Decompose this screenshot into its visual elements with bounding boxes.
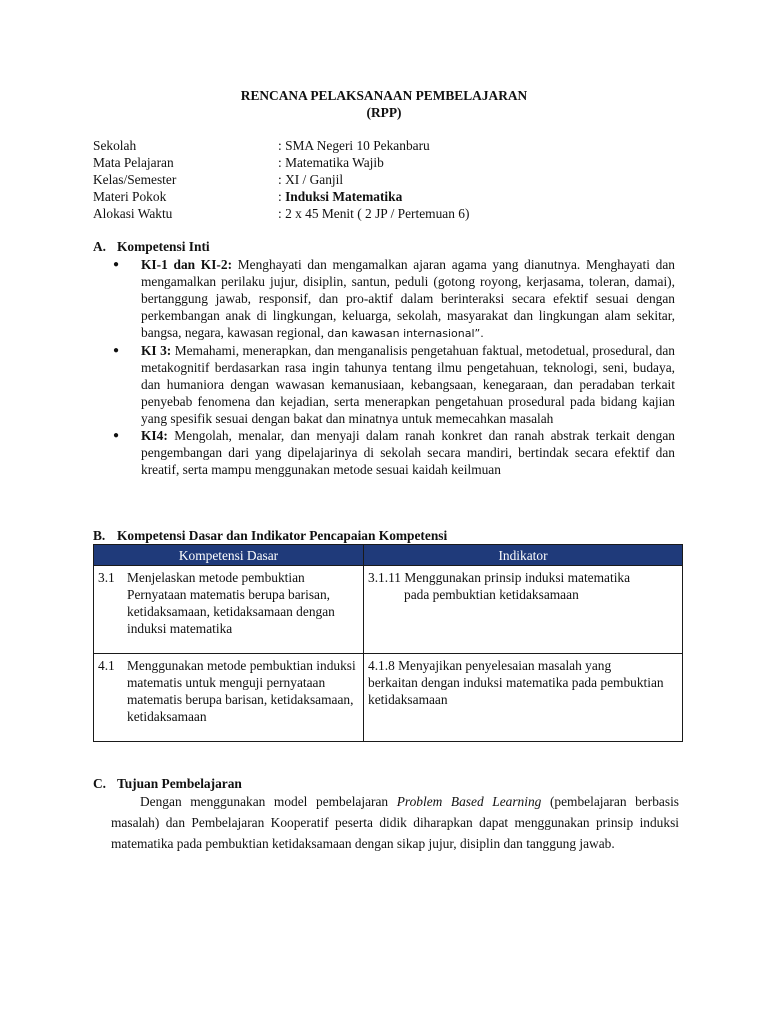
bullet-icon: ● [113,259,120,270]
kompetensi-inti-list [111,256,675,478]
identity-label: Sekolah [93,138,137,153]
paragraph-text: (pembelajaran berbasis masalah) dan Pembelajaran Kooperatif peserta didik diharapkan dapat menggunakan prinsip induksi matematika pada pembuktian ketidaksamaan dengan sikap jujur, disiplin dan tanggung jawab. [111,794,679,851]
section-title: Tujuan Pembelajaran [117,776,242,791]
bullet-icon: ● [113,345,120,356]
list-item [111,342,675,427]
bullet-icon: ● [113,430,120,441]
document-subtitle: (RPP) [366,105,402,120]
column-header-indikator: Indikator [364,545,683,566]
section-a-heading [93,238,210,255]
identity-table [93,137,469,222]
kd-number: 4.1 [98,658,115,673]
section-number: C. [93,776,107,791]
paragraph-italic: Problem Based Learning [396,794,542,809]
identity-row-kelas-semester [93,171,469,188]
identity-label: Mata Pelajaran [93,155,174,170]
kd-number: 3.1 [98,570,115,585]
identity-row-alokasi-waktu [93,205,469,222]
indicator-text: 3.1.11 Menggunakan prinsip induksi matematika [368,570,631,585]
kd-text: Menjelaskan metode pembuktian Pernyataan matematis berupa barisan, ketidaksamaan, ketidaksamaan dengan induksi matematika [127,570,335,636]
paragraph-text: Dengan menggunakan model pembelajaran [140,794,397,809]
identity-label: Materi Pokok [93,189,167,204]
kd-text: Menggunakan metode pembuktian induksi matematis untuk menguji pernyataan matematis berupa barisan, ketidaksamaan, ketidaksamaan [127,658,356,724]
item-label: KI-1 dan KI-2: [141,257,233,272]
item-label: KI 3: [141,343,172,358]
identity-value-bold: Induksi Matematika [285,189,403,204]
indicator-text-continued: berkaitan dengan induksi matematika pada pembuktian ketidaksamaan [368,675,664,707]
document-title: RENCANA PELAKSANAAN PEMBELAJARAN [240,88,528,103]
item-text: Menghayati dan mengamalkan ajaran agama yang dianutnya. Menghayati dan mengamalkan perilaku jujur, disiplin, santun, peduli (gotong royong, kerjasama, toleran, damai), bertanggung jawab, responsif, dan pro-aktif dalam berinteraksi secara efektif sesuai dengan perkembangan anak di lingkungan, keluarga, sekolah, masyarakat dan lingkungan alam sekitar, bangsa, negara, kawasan regional, [141,257,675,340]
identity-value: : Matematika Wajib [278,155,384,170]
indicator-text: 4.1.8 Menyajikan penyelesaian masalah yang [368,658,612,673]
item-label: KI4: [141,428,168,443]
table-cell [364,566,683,654]
identity-value [278,188,402,205]
table-cell [94,654,364,742]
identity-value-prefix: : [278,189,286,204]
item-text-tail: dan kawasan internasional”. [327,327,484,340]
identity-row-materi-pokok [93,188,469,205]
list-item [111,427,675,478]
table-row [94,566,683,654]
identity-label: Kelas/Semester [93,172,177,187]
section-number: B. [93,528,106,543]
identity-value: : 2 x 45 Menit ( 2 JP / Pertemuan 6) [278,206,470,221]
list-item [111,256,675,342]
identity-label: Alokasi Waktu [93,206,173,221]
section-b-heading [93,527,447,544]
identity-value: : XI / Ganjil [278,172,344,187]
table-row [94,654,683,742]
identity-value: : SMA Negeri 10 Pekanbaru [278,138,430,153]
table-header-row [94,545,683,566]
column-header-kompetensi-dasar: Kompetensi Dasar [94,545,364,566]
section-c-heading [93,775,242,792]
section-number: A. [93,239,107,254]
identity-row-mata-pelajaran [93,154,469,171]
section-title: Kompetensi Inti [117,239,210,254]
tujuan-paragraph [111,791,679,854]
indicator-text-continued: pada pembuktian ketidaksamaan [404,587,579,602]
table-cell [94,566,364,654]
item-text: Mengolah, menalar, dan menyaji dalam ranah konkret dan ranah abstrak terkait dengan pengembangan dari yang dipelajarinya di sekolah secara mandiri, bertindak secara efektif dan kreatif, serta mampu menggunakan metode sesuai kaidah keilmuan [141,428,675,477]
item-text: Memahami, menerapkan, dan menganalisis pengetahuan faktual, metodetual, prosedural, dan metakognitif berdasarkan rasa ingin tahunya tentang ilmu pengetahuan, teknologi, seni, budaya, dan humaniora dengan wawasan kemanusiaan, kebangsaan, kenegaraan, dan peradaban terkait penyebab fenomena dan kejadian, serta menerapkan pengetahuan prosedural pada bidang kajian yang spesifik sesuai dengan bakat dan minatnya untuk memecahkan masalah [141,343,675,426]
identity-row-sekolah [93,137,469,154]
table-cell [364,654,683,742]
section-title: Kompetensi Dasar dan Indikator Pencapaian Kompetensi [117,528,448,543]
kompetensi-dasar-table [93,544,683,742]
